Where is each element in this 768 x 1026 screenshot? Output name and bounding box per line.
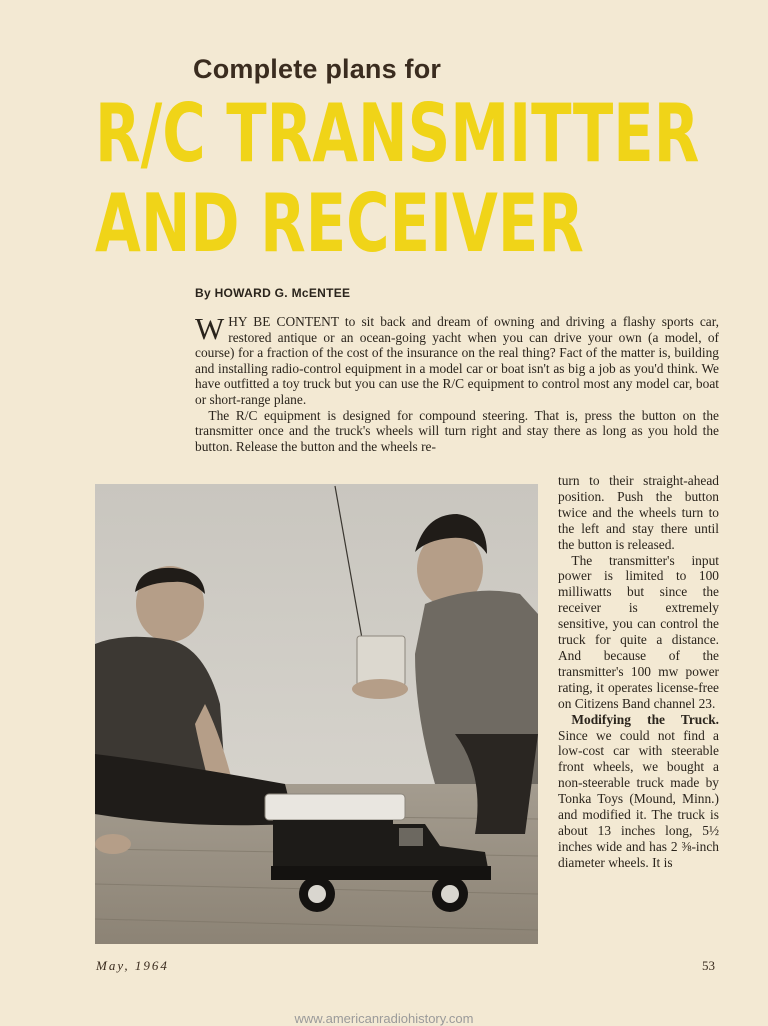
subheading-modifying-truck: Modifying the Truck. <box>571 711 719 727</box>
title-line-2: AND RECEIVER <box>95 177 584 270</box>
photo <box>95 484 538 944</box>
column-paragraph-3 <box>558 712 719 871</box>
photo-boys-rc-truck <box>95 484 538 944</box>
column-paragraph-2: The transmitter's input power is limited to 100 milliwatts but since the receiver is extremely sensitive, you can control the truck for quite a distance. And because of the transmitter's 100 mw power rating, it operates license-free on Citizens Band channel 23. <box>558 552 719 711</box>
paragraph-1-text: HY BE CONTENT to sit back and dream of owning and driving a flashy sports car, restored antique or an ocean-going yacht when you can drive your own (a model, of course) for a fraction of the cost of the insurance on the real thing? Fact of the matter is, building and installing radio-control equipment in a model car or boat isn't as big a job as you'd think. We have outfitted a toy truck but you can use the R/C equipment to control most any model car, boat or short-range plane. <box>195 314 719 407</box>
column-paragraph-3-text: Since we could not find a low-cost car with steerable front wheels, we bought a non-steerable truck made by Tonka Toys (Mound, Minn.) and modified it. The truck is about 13 inches long, 5½ inches wide and has 2 ⅜-inch diameter wheels. It is <box>558 727 719 870</box>
byline: By HOWARD G. McENTEE <box>195 286 351 300</box>
title-line-1: R/C TRANSMITTER <box>95 87 700 180</box>
right-column <box>558 473 719 871</box>
watermark: www.americanradiohistory.com <box>294 1011 474 1026</box>
paragraph-2: The R/C equipment is designed for compound steering. That is, press the button on the transmitter once and the truck's wheels will turn right and stay there as long as you hold the button. Release the button and the wheels re- <box>195 407 719 454</box>
column-paragraph-1: turn to their straight-ahead position. Push the button twice and the wheels turn to the left and stay there until the button is released. <box>558 473 719 552</box>
kicker: Complete plans for <box>193 54 442 84</box>
drop-cap: W <box>195 311 225 346</box>
paragraph-1 <box>195 311 719 408</box>
page-number: 53 <box>702 958 715 973</box>
issue-date: May, 1964 <box>96 958 169 973</box>
intro-text <box>195 311 719 454</box>
